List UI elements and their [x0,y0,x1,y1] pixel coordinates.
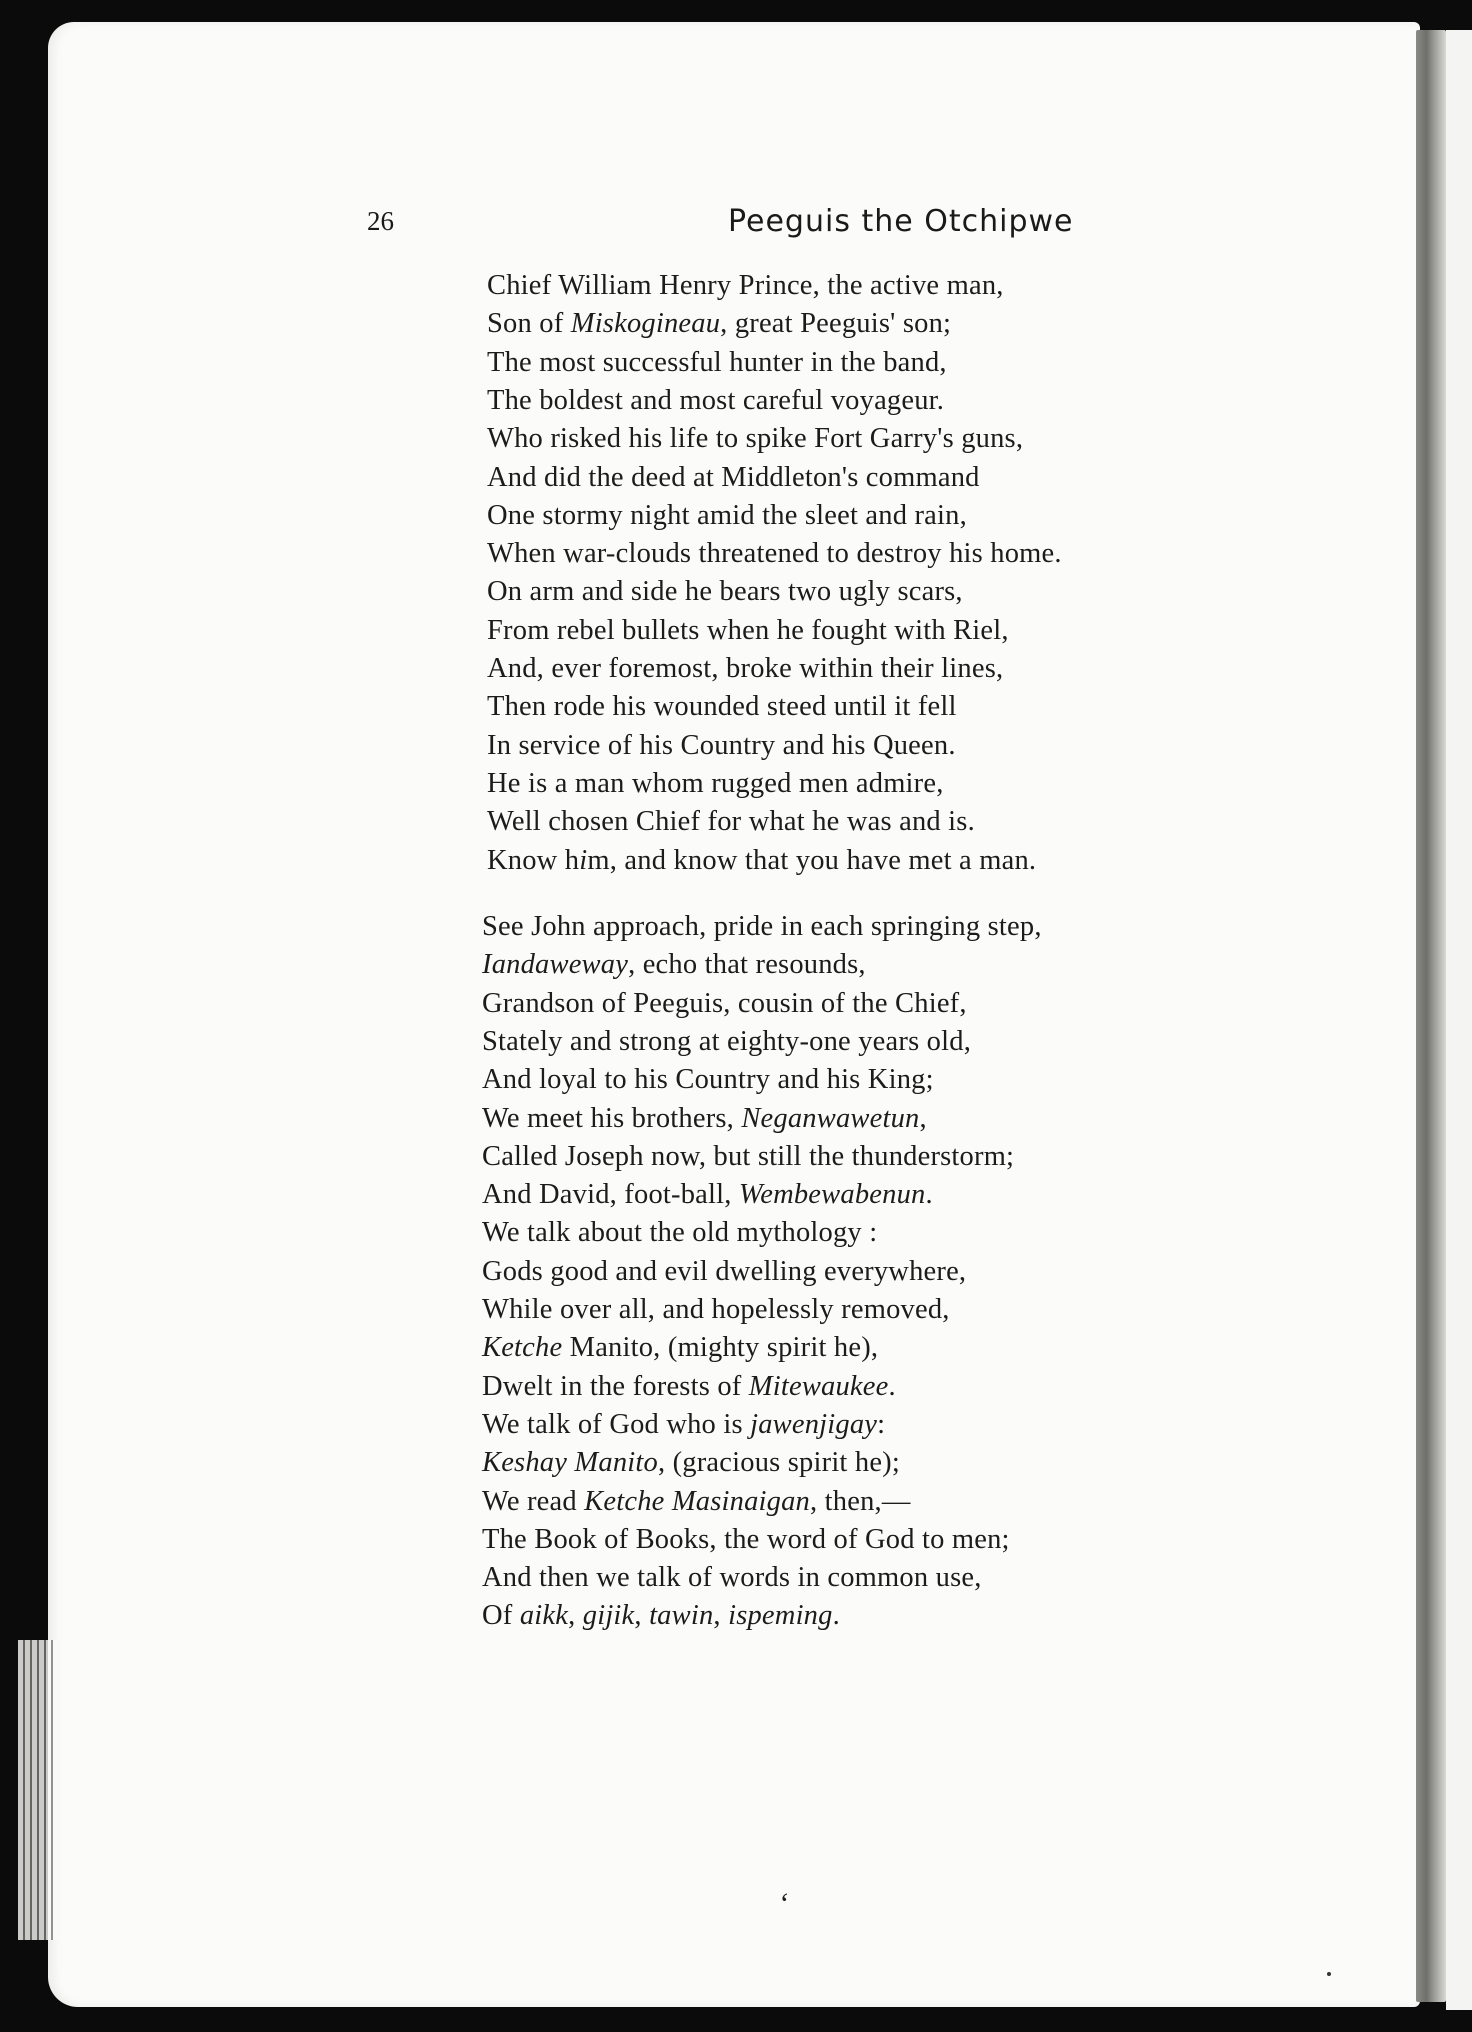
line-text: We read [482,1485,585,1517]
italic-word: Wembewabenun [738,1179,926,1211]
ink-mark: ‘ [778,1887,788,1920]
line-text: , then,— [810,1485,911,1517]
italic-word: Iandaweway [482,949,629,981]
italic-word: i [579,844,588,876]
poem-line [482,1064,934,1096]
poem-line [487,730,956,762]
line-text: While over all, and hopelessly removed, [482,1294,950,1325]
poem-line [482,1562,982,1594]
poem-line [487,615,1009,647]
running-title: Peeguis the Otchipwe [728,204,1074,239]
speck [1327,1972,1331,1976]
poem-line [487,308,951,340]
italic-word: Miskogineau [570,308,721,340]
line-text: See John approach, pride in each springing step, [482,911,1042,942]
poem-line [482,911,1042,943]
line-text: The most successful hunter in the band, [487,346,947,378]
line-text: Stately and strong at eighty-one years old, [482,1025,972,1057]
italic-word: Keshay Manito [482,1447,658,1479]
line-text: We talk of God who is [482,1408,751,1440]
poem-line [482,1217,877,1249]
line-text: We meet his brothers, [482,1102,742,1134]
poem-line [482,1026,971,1058]
poem-line [487,538,1062,570]
italic-word: Neganwawetun [741,1102,920,1134]
poem-line [482,1103,927,1135]
line-text: We talk about the old mythology : [482,1217,878,1249]
poem-line [482,1294,950,1326]
poem-line [482,1524,1010,1556]
page-number: 26 [367,206,394,236]
poem-line [487,768,944,800]
line-text: And David, foot-ball, [482,1179,739,1211]
line-text: On arm and side he bears two ugly scars, [487,576,963,608]
italic-word: Mitewaukee [748,1370,889,1402]
poem-line [487,845,1036,877]
line-text: The Book of Books, the word of God to men; [482,1523,1010,1555]
line-text: m, and know that you have met a man. [587,844,1037,876]
poem-line [482,1256,966,1288]
italic-word: Ketche [482,1332,563,1364]
line-text: One stormy night amid the sleet and rain, [487,499,967,531]
line-text: Well chosen Chief for what he was and is. [487,806,975,838]
line-text: Of [482,1600,520,1632]
poem-line [482,949,866,981]
poem-line [487,270,1004,302]
italic-word: tawin [649,1600,714,1632]
poem-line [487,423,1023,455]
line-text: And did the deed at Middleton's command [487,461,980,493]
poem-line [482,988,967,1020]
line-text: Grandson of Peeguis, cousin of the Chief, [482,987,967,1019]
line-text: Son of [487,308,571,340]
line-text: . [832,1600,840,1632]
line-text: The boldest and most careful voyageur. [487,384,945,416]
poem-line [482,1486,911,1518]
poem-line [487,691,957,723]
line-text: And loyal to his Country and his King; [482,1064,934,1096]
italic-word: gijik [582,1600,635,1632]
line-text: , [568,1600,583,1632]
poem-line [487,347,947,379]
poem-line [482,1332,878,1364]
line-text: And then we talk of words in common use, [482,1562,982,1594]
poem-line [487,462,980,494]
poem-line [482,1447,900,1479]
line-text: Called Joseph now, but still the thunderstorm; [482,1140,1015,1172]
italic-word: Ketche Masinaigan [584,1485,810,1517]
poem-line [487,500,967,532]
line-text: . [888,1370,896,1402]
poem-line [487,385,944,417]
line-text: Know h [487,844,580,876]
line-text: , [713,1600,729,1632]
line-text: . [925,1179,933,1211]
line-text: From rebel bullets when he fought with Riel, [487,614,1009,646]
poem-line [482,1179,933,1211]
line-text: Gods good and evil dwelling everywhere, [482,1255,967,1287]
italic-word: ispeming [728,1600,833,1632]
poem-line [482,1600,840,1632]
poem-line [487,653,1003,685]
poem-line [487,806,975,838]
line-text: , echo that resounds, [628,949,866,981]
italic-word: jawenjigay [750,1408,878,1440]
line-text: Chief William Henry Prince, the active man, [487,270,1004,301]
line-text: When war-clouds threatened to destroy his home. [487,538,1062,570]
line-text: Manito, (mighty spirit he), [562,1332,879,1364]
poem-line [482,1141,1014,1173]
line-text: , (gracious spirit he); [657,1447,900,1479]
line-text: In service of his Country and his Queen. [487,729,956,761]
italic-word: aikk [519,1600,569,1632]
line-text: , great Peeguis' son; [720,308,952,340]
line-text: Then rode his wounded steed until it fell [487,691,957,723]
poem-line [487,576,963,608]
line-text: Who risked his life to spike Fort Garry's guns, [487,423,1024,455]
poem-line [482,1371,896,1403]
line-text: : [877,1408,886,1440]
line-text: He is a man whom rugged men admire, [487,767,944,799]
line-text: , [919,1102,927,1134]
poem-line [482,1409,885,1441]
line-text: , [634,1600,650,1632]
line-text: Dwelt in the forests of [482,1370,749,1402]
line-text: And, ever foremost, broke within their lines, [487,653,1004,684]
